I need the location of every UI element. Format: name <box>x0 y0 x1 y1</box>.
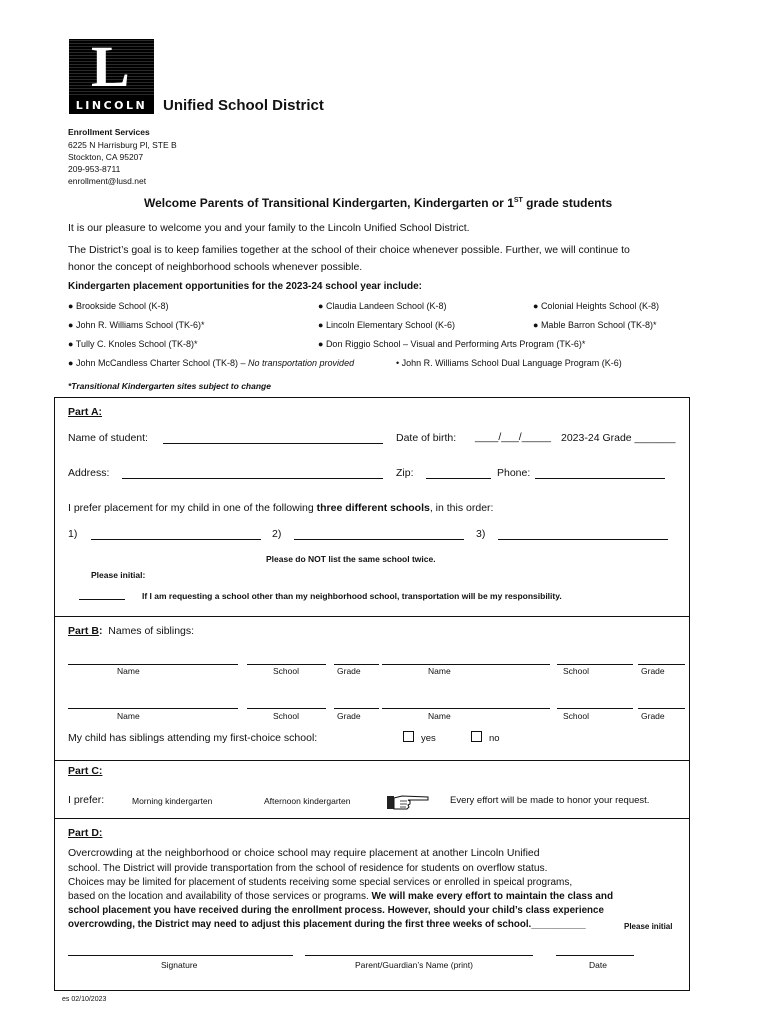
overcrowding-line-2: school. The District will provide transportation from the school of residence for students on overflow status. <box>68 863 548 874</box>
sibling-2-name-field[interactable] <box>382 664 550 665</box>
no-duplicate-warning: Please do NOT list the same school twice. <box>266 554 436 564</box>
sibling-school-caption: School <box>273 666 299 676</box>
guardian-name-caption: Parent/Guardian’s Name (print) <box>355 960 473 970</box>
initial-field[interactable] <box>79 599 125 600</box>
choice-1-field[interactable] <box>91 539 261 540</box>
sibling-1-school-field[interactable] <box>247 664 326 665</box>
divider-c-d <box>54 818 689 819</box>
school-mable-barron: ● Mable Barron School (TK-8)* <box>533 320 657 330</box>
school-don-riggio: ● Don Riggio School – Visual and Performing Arts Program (TK-6)* <box>318 339 586 349</box>
sibling-3-school-field[interactable] <box>247 708 326 709</box>
logo-wordmark: LINCOLN <box>75 99 148 112</box>
sibling-4-grade-field[interactable] <box>638 708 685 709</box>
office-email: enrollment@lusd.net <box>68 176 147 186</box>
morning-option[interactable]: Morning kindergarten <box>132 796 213 806</box>
sibling-1-grade-field[interactable] <box>334 664 379 665</box>
sibling-1-name-field[interactable] <box>68 664 238 665</box>
yes-checkbox[interactable] <box>403 731 414 742</box>
tk-footnote: *Transitional Kindergarten sites subject to change <box>68 381 271 391</box>
date-caption: Date <box>589 960 607 970</box>
pointing-hand-icon <box>386 792 430 812</box>
school-john-mccandless: ● John McCandless Charter School (TK-8) – No transportation provided <box>68 358 355 368</box>
part-a-title: Part A: <box>68 406 103 418</box>
transportation-notice: If I am requesting a school other than my neighborhood school, transportation will be my responsibility. <box>142 591 562 601</box>
office-phone: 209-953-8711 <box>68 164 121 174</box>
office-address-2: Stockton, CA 95207 <box>68 152 144 162</box>
part-d-title: Part D: <box>68 827 103 839</box>
sibling-school-caption: School <box>563 666 589 676</box>
district-goal-line-2: honor the concept of neighborhood schools whenever possible. <box>68 261 363 273</box>
logo-letter: L <box>91 34 130 99</box>
sibling-3-grade-field[interactable] <box>334 708 379 709</box>
overcrowding-line-1: Overcrowding at the neighborhood or choice school may require placement at another Lincoln Unified <box>68 847 540 859</box>
zip-field[interactable] <box>426 478 491 479</box>
choice-2-label: 2) <box>272 528 282 540</box>
sibling-4-name-field[interactable] <box>382 708 550 709</box>
please-initial-label: Please initial: <box>91 570 146 580</box>
office-name: Enrollment Services <box>68 127 150 137</box>
dob-label: Date of birth: <box>396 432 457 444</box>
sibling-name-caption: Name <box>428 711 451 721</box>
welcome-title: Welcome Parents of Transitional Kindergarten, Kindergarten or 1ST grade students <box>144 196 613 210</box>
dob-field[interactable]: ____/___/_____ <box>475 431 551 443</box>
sibling-grade-caption: Grade <box>641 711 665 721</box>
sibling-2-grade-field[interactable] <box>638 664 685 665</box>
school-tully-knoles: ● Tully C. Knoles School (TK-8)* <box>68 339 198 349</box>
sibling-name-caption: Name <box>428 666 451 676</box>
address-field[interactable] <box>122 478 383 479</box>
school-colonial-heights: ● Colonial Heights School (K-8) <box>533 301 659 311</box>
signature-caption: Signature <box>161 960 198 970</box>
district-logo <box>69 34 154 114</box>
sibling-name-caption: Name <box>117 711 140 721</box>
address-label: Address: <box>68 467 110 479</box>
district-name: Unified School District <box>163 97 324 114</box>
sibling-school-caption: School <box>563 711 589 721</box>
choice-1-label: 1) <box>68 528 78 540</box>
welcome-paragraph: It is our pleasure to welcome you and your family to the Lincoln Unified School District. <box>68 222 470 234</box>
overcrowding-line-6: overcrowding, the District may need to adjust this placement during the first three weeks of school.__________ <box>68 919 586 930</box>
choice-3-field[interactable] <box>498 539 668 540</box>
phone-field[interactable] <box>535 478 665 479</box>
revision-date: es 02/10/2023 <box>62 996 107 1003</box>
placement-heading: Kindergarten placement opportunities for the 2023-24 school year include: <box>68 281 422 292</box>
part-c-title: Part C: <box>68 765 103 777</box>
student-name-field[interactable] <box>163 443 383 444</box>
office-address-1: 6225 N Harrisburg Pl, STE B <box>68 140 177 150</box>
signature-field[interactable] <box>68 955 293 956</box>
school-jrw-dual-language: • John R. Williams School Dual Language Program (K-6) <box>396 358 622 368</box>
afternoon-option[interactable]: Afternoon kindergarten <box>264 796 351 806</box>
effort-note: Every effort will be made to honor your request. <box>450 795 650 806</box>
no-checkbox[interactable] <box>471 731 482 742</box>
sibling-grade-caption: Grade <box>337 711 361 721</box>
yes-label: yes <box>421 733 436 744</box>
school-lincoln-elementary: ● Lincoln Elementary School (K-6) <box>318 320 455 330</box>
part-d-initial-label: Please initial <box>624 922 673 931</box>
school-john-r-williams: ● John R. Williams School (TK-6)* <box>68 320 205 330</box>
date-field[interactable] <box>556 955 634 956</box>
school-brookside: ● Brookside School (K-8) <box>68 301 169 311</box>
student-name-label: Name of student: <box>68 432 148 444</box>
sibling-name-caption: Name <box>117 666 140 676</box>
divider-a-b <box>54 616 689 617</box>
preference-instruction: I prefer placement for my child in one of the following three different schools, in this order: <box>68 502 494 514</box>
sibling-grade-caption: Grade <box>337 666 361 676</box>
guardian-name-field[interactable] <box>305 955 533 956</box>
district-goal-line-1: The District’s goal is to keep families together at the school of their choice whenever possible. Further, we will continue to <box>68 244 630 256</box>
overcrowding-line-4: based on the location and availability of those services or programs. We will make every effort to maintain the class and <box>68 891 614 902</box>
choice-3-label: 3) <box>476 528 486 540</box>
overcrowding-line-5: school placement you have received during the enrollment process. However, should your child’s class experience <box>68 905 604 916</box>
sibling-grade-caption: Grade <box>641 666 665 676</box>
grade-field[interactable]: 2023-24 Grade _______ <box>561 432 676 444</box>
prefer-label: I prefer: <box>68 794 105 806</box>
sibling-4-school-field[interactable] <box>557 708 633 709</box>
sibling-school-caption: School <box>273 711 299 721</box>
overcrowding-line-3: Choices may be limited for placement of students receiving some special services or enrolled in speical programs, <box>68 877 573 888</box>
part-b-heading: Part B: Names of siblings: <box>68 625 195 637</box>
zip-label: Zip: <box>396 467 414 479</box>
siblings-attending-question: My child has siblings attending my first-choice school: <box>68 732 318 744</box>
school-claudia-landeen: ● Claudia Landeen School (K-8) <box>318 301 447 311</box>
phone-label: Phone: <box>497 467 531 479</box>
choice-2-field[interactable] <box>294 539 464 540</box>
divider-b-c <box>54 760 689 761</box>
sibling-2-school-field[interactable] <box>557 664 633 665</box>
sibling-3-name-field[interactable] <box>68 708 238 709</box>
no-label: no <box>489 733 500 744</box>
